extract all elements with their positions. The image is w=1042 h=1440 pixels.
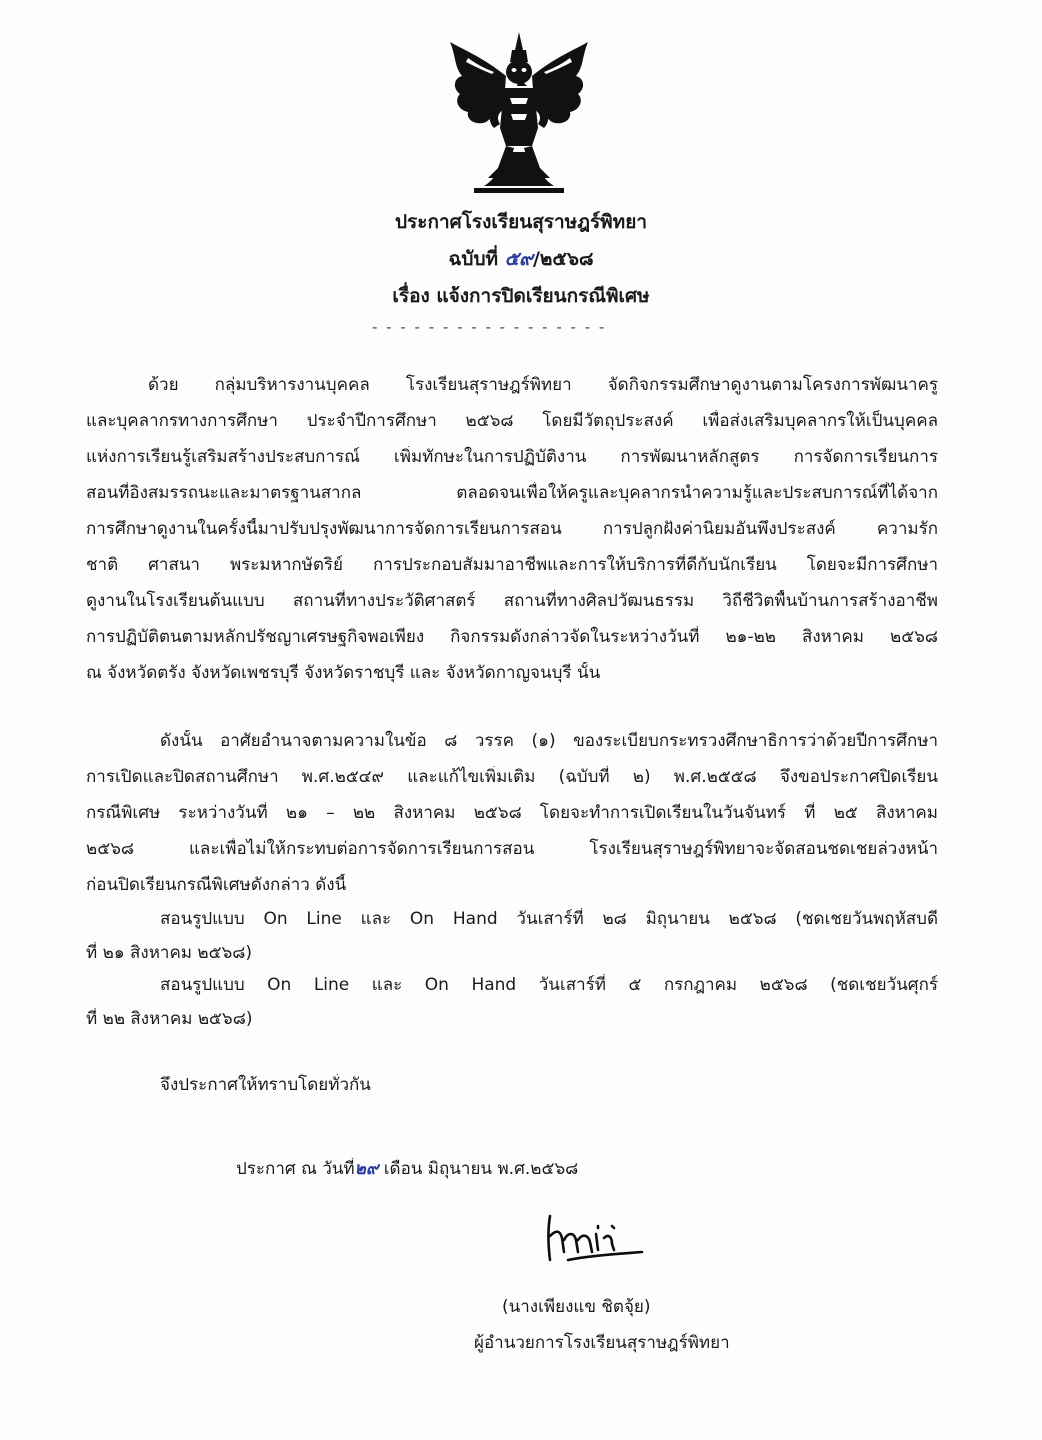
dateline-prefix: ประกาศ ณ วันที่: [236, 1159, 355, 1179]
issue-prefix: ฉบับที่: [448, 248, 499, 270]
makeup-schedule-line: ที่ ๒๑ สิงหาคม ๒๕๖๘): [86, 943, 253, 963]
handwritten-signature: [538, 1208, 648, 1270]
paragraph1-line: ณ จังหวัดตรัง จังหวัดเพชรบุรี จังหวัดราชบุรี และ จังหวัดกาญจนบุรี นั้น: [86, 663, 601, 683]
paragraph1-line: แห่งการเรียนรู้เสริมสร้างประสบการณ์ เพิ่มทักษะในการปฏิบัติงาน การพัฒนาหลักสูตร การจัดการเรียนการ: [86, 447, 938, 467]
header-divider: - - - - - - - - - - - - - - - - -: [372, 318, 607, 336]
paragraph1-line: ชาติ ศาสนา พระมหากษัตริย์ การประกอบสัมมาอาชีพและการให้บริการที่ดีกับนักเรียน โดยจะมีการศึกษา: [86, 555, 938, 575]
makeup-schedule-line: สอนรูปแบบ On Line และ On Hand วันเสาร์ที่ ๒๘ มิถุนายน ๒๕๖๘ (ชดเชยวันพฤหัสบดี: [160, 909, 938, 929]
paragraph2-line: ก่อนปิดเรียนกรณีพิเศษดังกล่าว ดังนี้: [86, 875, 347, 895]
issue-year: /๒๕๖๘: [532, 248, 594, 270]
paragraph2-line: กรณีพิเศษ ระหว่างวันที่ ๒๑ – ๒๒ สิงหาคม ๒๕๖๘ โดยจะทำการเปิดเรียนในวันจันทร์ ที่ ๒๕ สิงหาคม: [86, 803, 938, 823]
paragraph1-line: การปฏิบัติตนตามหลักปรัชญาเศรษฐกิจพอเพียง กิจกรรมดังกล่าวจัดในระหว่างวันที่ ๒๑-๒๒ สิงหาคม ๒๕๖๘: [86, 627, 938, 647]
makeup-schedule-line: ที่ ๒๒ สิงหาคม ๒๕๖๘): [86, 1009, 253, 1029]
paragraph2-line: ดังนั้น อาศัยอำนาจตามความในข้อ ๘ วรรค (๑) ของระเบียบกระทรวงศึกษาธิการว่าด้วยปีการศึกษา: [160, 731, 938, 751]
paragraph1-line: และบุคลากรทางการศึกษา ประจำปีการศึกษา ๒๕๖๘ โดยมีวัตถุประสงค์ เพื่อส่งเสริมบุคลากรให้เป็นบุคคล: [86, 411, 938, 431]
announcement-title: ประกาศโรงเรียนสุราษฎร์พิทยา: [394, 211, 648, 233]
paragraph1-line: สอนที่อิงสมรรถนะและมาตรฐานสากล ตลอดจนเพื่อให้ครูและบุคลากรนำความรู้และประสบการณ์ที่ได้จาก: [86, 483, 938, 503]
dateline-day: ๒๙: [354, 1159, 379, 1179]
paragraph1-line: ดูงานในโรงเรียนต้นแบบ สถานที่ทางประวัติศาสตร์ สถานที่ทางศิลปวัฒนธรรม วิถีชีวิตพื้นบ้านการสร้างอาชีพ: [86, 591, 938, 611]
makeup-schedule-line: สอนรูปแบบ On Line และ On Hand วันเสาร์ที่ ๕ กรกฎาคม ๒๕๖๘ (ชดเชยวันศุกร์: [160, 975, 938, 995]
paragraph1-line: ด้วย กลุ่มบริหารงานบุคคล โรงเรียนสุราษฎร์พิทยา จัดกิจกรรมศึกษาดูงานตามโครงการพัฒนาครู: [148, 375, 938, 395]
signatory-name: (นางเพียงแข ชิตจุ้ย): [502, 1297, 651, 1317]
announcement-subject: เรื่อง แจ้งการปิดเรียนกรณีพิเศษ: [392, 285, 650, 307]
closing-statement: จึงประกาศให้ทราบโดยทั่วกัน: [160, 1075, 371, 1095]
paragraph2-line: การเปิดและปิดสถานศึกษา พ.ศ.๒๕๔๙ และแก้ไขเพิ่มเติม (ฉบับที่ ๒) พ.ศ.๒๕๕๘ จึงขอประกาศปิดเรียน: [86, 767, 938, 787]
issue-line: [0, 247, 1042, 271]
signatory-position: ผู้อำนวยการโรงเรียนสุราษฎร์พิทยา: [474, 1333, 730, 1353]
paragraph1-line: การศึกษาดูงานในครั้งนี้มาปรับปรุงพัฒนาการจัดการเรียนการสอน การปลูกฝังค่านิยมอันพึงประสงค์ ความรัก: [86, 519, 938, 539]
paragraph2-line: ๒๕๖๘ และเพื่อไม่ให้กระทบต่อการจัดการเรียนการสอน โรงเรียนสุราษฎร์พิทยาจะจัดสอนชดเชยล่วงหน้า: [86, 839, 938, 859]
dateline: [236, 1158, 836, 1180]
dateline-rest: เดือน มิถุนายน พ.ศ.๒๕๖๘: [383, 1159, 579, 1179]
garuda-emblem-icon: [444, 28, 594, 200]
issue-number: ๕๙: [504, 248, 533, 270]
